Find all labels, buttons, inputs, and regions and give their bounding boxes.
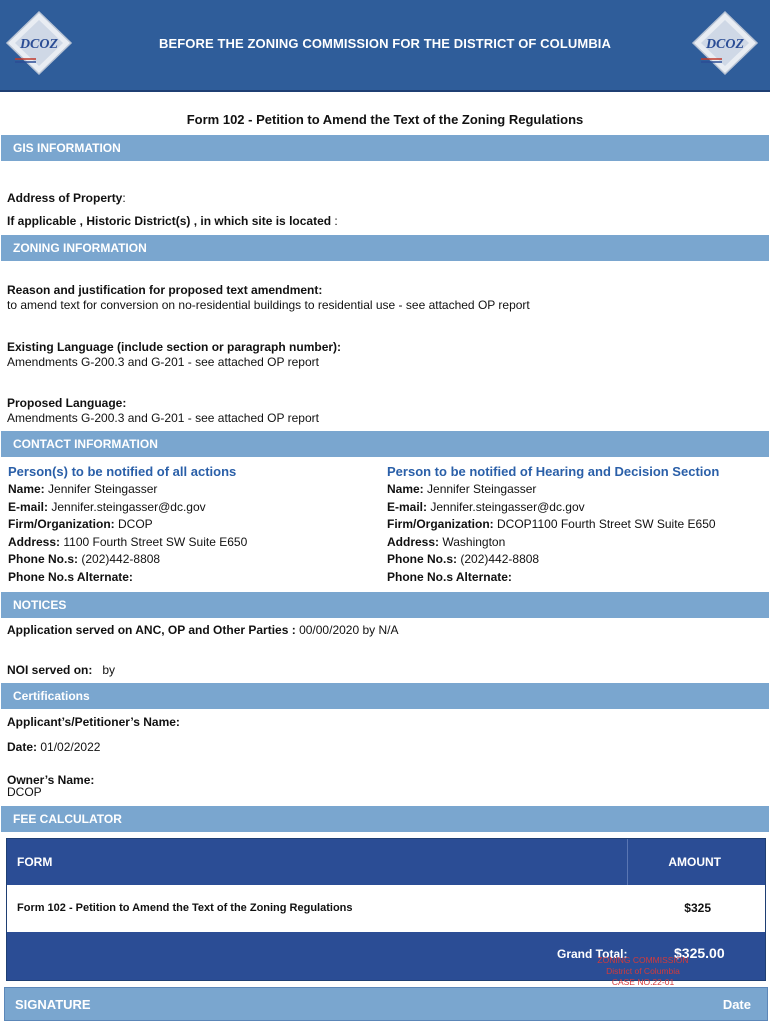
section-notices-header: NOTICES — [1, 592, 769, 618]
section-certifications-header: Certifications — [1, 683, 769, 709]
signature-date-label: Date — [722, 997, 751, 1012]
address-of-property-label: Address of Property: — [7, 191, 126, 205]
section-contact-header: CONTACT INFORMATION — [1, 431, 769, 457]
contact-all-actions — [8, 464, 388, 587]
application-served-row: Application served on ANC, OP and Other Parties : 00/00/2020 by N/A — [7, 623, 399, 637]
fee-table-header — [7, 839, 765, 885]
contact-right-firm: Firm/Organization: DCOP1100 Fourth Street SW Suite E650 — [387, 517, 716, 531]
grand-total-value: $325.00 — [674, 945, 725, 961]
contact-left-email: E-mail: Jennifer.steingasser@dc.gov — [8, 499, 206, 514]
fee-item-name: Form 102 - Petition to Amend the Text of the Zoning Regulations — [17, 902, 353, 914]
contact-left-heading: Person(s) to be notified of all actions — [8, 464, 237, 479]
fee-table-row — [7, 885, 765, 932]
form-title: Form 102 - Petition to Amend the Text of the Zoning Regulations — [186, 112, 584, 127]
exhibit-stamp: ZONING COMMISSION District of Columbia CASE NO.22-01 — [597, 955, 689, 987]
grand-total-label: Grand Total: — [557, 947, 628, 961]
existing-language-label: Existing Language (include section or paragraph number): — [7, 340, 342, 354]
date-row: Date: 01/02/2022 — [7, 740, 101, 754]
fee-item-amount: $325 — [684, 901, 711, 915]
proposed-language-label: Proposed Language: — [7, 396, 127, 410]
applicant-name-label: Applicant’s/Petitioner’s Name: — [7, 715, 180, 729]
contact-left-phone: Phone No.s: (202)442-8808 — [8, 552, 161, 566]
section-fee-header: FEE CALCULATOR — [1, 806, 769, 832]
svg-text:DCOZ: DCOZ — [705, 37, 745, 52]
fee-col-divider — [627, 839, 628, 885]
signature-bar — [4, 987, 768, 1021]
noi-served-row: NOI served on: by — [7, 663, 116, 677]
historic-district-label: If applicable , Historic District(s) , in which site is located : — [7, 214, 338, 228]
reason-value: to amend text for conversion on no-residential buildings to residential use - see attached OP report — [7, 298, 530, 312]
section-gis-header: GIS INFORMATION — [1, 135, 769, 161]
existing-language-value: Amendments G-200.3 and G-201 - see attached OP report — [7, 355, 319, 369]
contact-right-heading: Person to be notified of Hearing and Decision Section — [387, 464, 720, 479]
contact-right-address: Address: Washington — [387, 534, 506, 549]
dcoz-logo-icon — [690, 10, 760, 76]
contact-right-name: Name: Jennifer Steingasser — [387, 482, 537, 496]
reason-label: Reason and justification for proposed text amendment: — [7, 283, 323, 297]
page-header — [0, 0, 770, 92]
contact-hearing-decision — [387, 464, 767, 587]
owner-name-value: DCOP — [7, 785, 42, 799]
contact-left-firm: Firm/Organization: DCOP — [8, 517, 153, 531]
fee-col-form: FORM — [17, 855, 53, 869]
fee-col-amount: AMOUNT — [668, 855, 721, 869]
contact-right-alt-phone: Phone No.s Alternate: — [387, 569, 512, 584]
section-zoning-header: ZONING INFORMATION — [1, 235, 769, 261]
proposed-language-value: Amendments G-200.3 and G-201 - see attached OP report — [7, 411, 319, 425]
contact-left-name: Name: Jennifer Steingasser — [8, 482, 158, 496]
header-title: BEFORE THE ZONING COMMISSION FOR THE DISTRICT OF COLUMBIA — [158, 36, 612, 51]
contact-left-alt-phone: Phone No.s Alternate: — [8, 569, 133, 584]
svg-text:DCOZ: DCOZ — [19, 37, 59, 52]
signature-label: SIGNATURE — [15, 997, 91, 1012]
contact-right-email: E-mail: Jennifer.steingasser@dc.gov — [387, 499, 585, 514]
contact-left-address: Address: 1100 Fourth Street SW Suite E650 — [8, 534, 248, 549]
owner-name-label: Owner’s Name: — [7, 773, 95, 787]
contact-right-phone: Phone No.s: (202)442-8808 — [387, 552, 540, 566]
